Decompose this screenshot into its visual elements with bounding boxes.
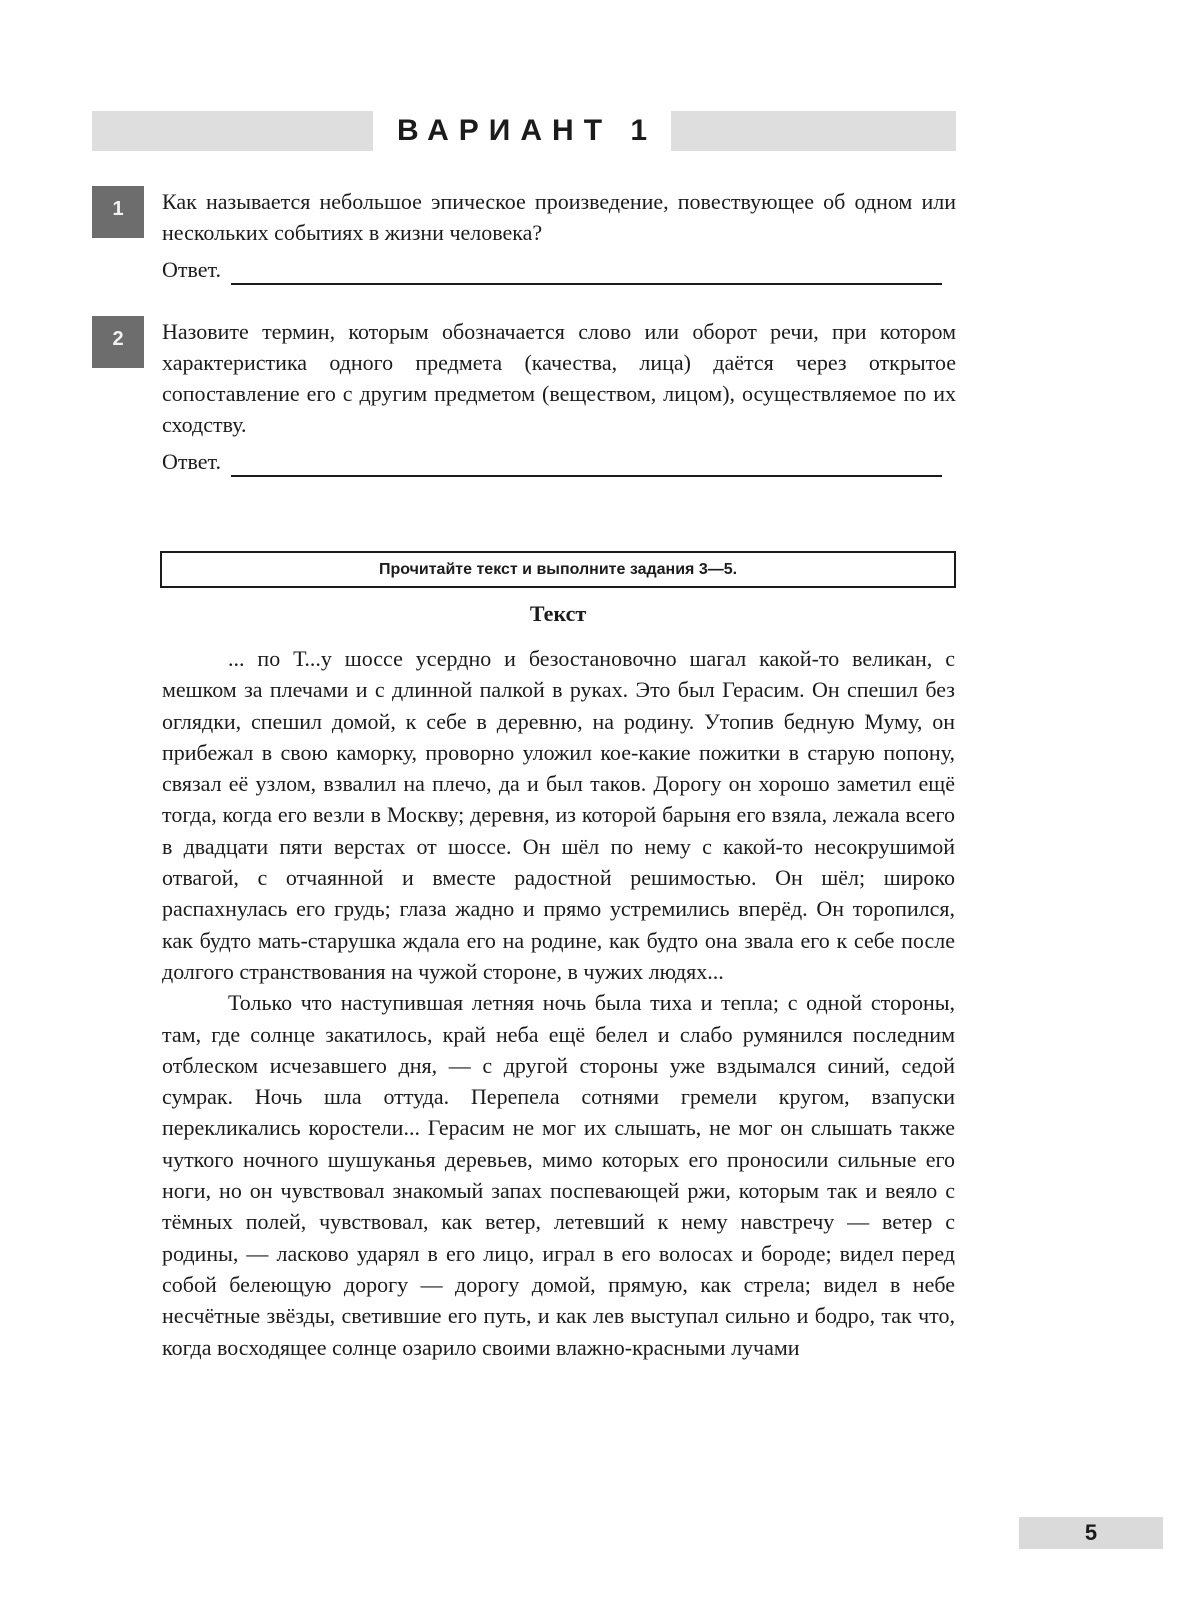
task-question: Как называется небольшое эпическое произведение, повествующее об одном или нескольких событиях в жизни человека?: [162, 189, 956, 245]
answer-input-line[interactable]: [231, 263, 942, 285]
passage-paragraph: Только что наступившая летняя ночь была тиха и тепла; с одной стороны, там, где солнце закатилось, край неба ещё белел и слабо румянился последним отблеском исчезавшего дня, — с другой стороны уже вздымался синий, седой сумрак. Ночь шла оттуда. Перепела сотнями гремели кругом, взапуски перекликались коростели... Герасим не мог их слышать, не мог он слышать также чуткого ночного шушуканья деревьев, мимо которых его проносили сильные его ноги, но он чувствовал знакомый запах поспевающей ржи, которым так и веяло с тёмных полей, чувствовал, как ветер, летевший к нему навстречу — ветер с родины, — ласково ударял в его лицо, играл в его волосах и бороде; видел перед собой белеющую дорогу — дорогу домой, прямую, как стрела; видел в небе несчётные звёзды, светившие его путь, и как лев выступал сильно и бодро, так что, когда восходящее солнце озарило своими влажно-красными лучами: [162, 990, 955, 1360]
answer-label: Ответ.: [162, 257, 221, 282]
task-number-badge: 2: [92, 316, 144, 368]
task-2: [92, 316, 956, 477]
answer-row: [162, 254, 956, 285]
passage-paragraph: ... по Т...у шоссе усердно и безостановочно шагал какой-то великан, с мешком за плечами и с длинной палкой в руках. Это был Герасим. Он спешил без оглядки, спешил домой, к себе в деревню, на родину. Утопив бедную Муму, он прибежал в свою каморку, проворно уложил кое-какие пожитки в старую попону, связал её узлом, взвалил на плечо, да и был таков. Дорогу он хорошо заметил ещё тогда, когда его везли в Москву; деревня, из которой барыня его взяла, лежала всего в двадцати пяти верстах от шоссе. Он шёл по нему с какой-то несокрушимой отвагой, с отчаянной и вместе радостной решимостью. Он шёл; широко распахнулась его грудь; глаза жадно и прямо устремились вперёд. Он торопился, как будто мать-старушка ждала его на родине, как будто она звала его к себе после долгого странствования на чужой стороне, в чужих людях...: [162, 646, 955, 984]
text-heading: Текст: [529, 601, 587, 626]
instruction-box: Прочитайте текст и выполните задания 3—5.: [160, 551, 956, 588]
page-number: 5: [1019, 1517, 1163, 1549]
answer-label: Ответ.: [162, 449, 221, 474]
answer-row: [162, 446, 956, 477]
task-1: [92, 186, 956, 285]
answer-input-line[interactable]: [231, 455, 942, 477]
task-question: Назовите термин, которым обозначается слово или оборот речи, при котором характеристика одного предмета (качества, лица) даётся через открытое сопоставление его с другим предметом (веществом, лицом), осуществляемое по их сходству.: [162, 319, 956, 437]
reading-passage: [162, 643, 955, 1363]
variant-title: ВАРИАНТ 1: [373, 104, 671, 158]
task-number-badge: 1: [92, 186, 144, 238]
